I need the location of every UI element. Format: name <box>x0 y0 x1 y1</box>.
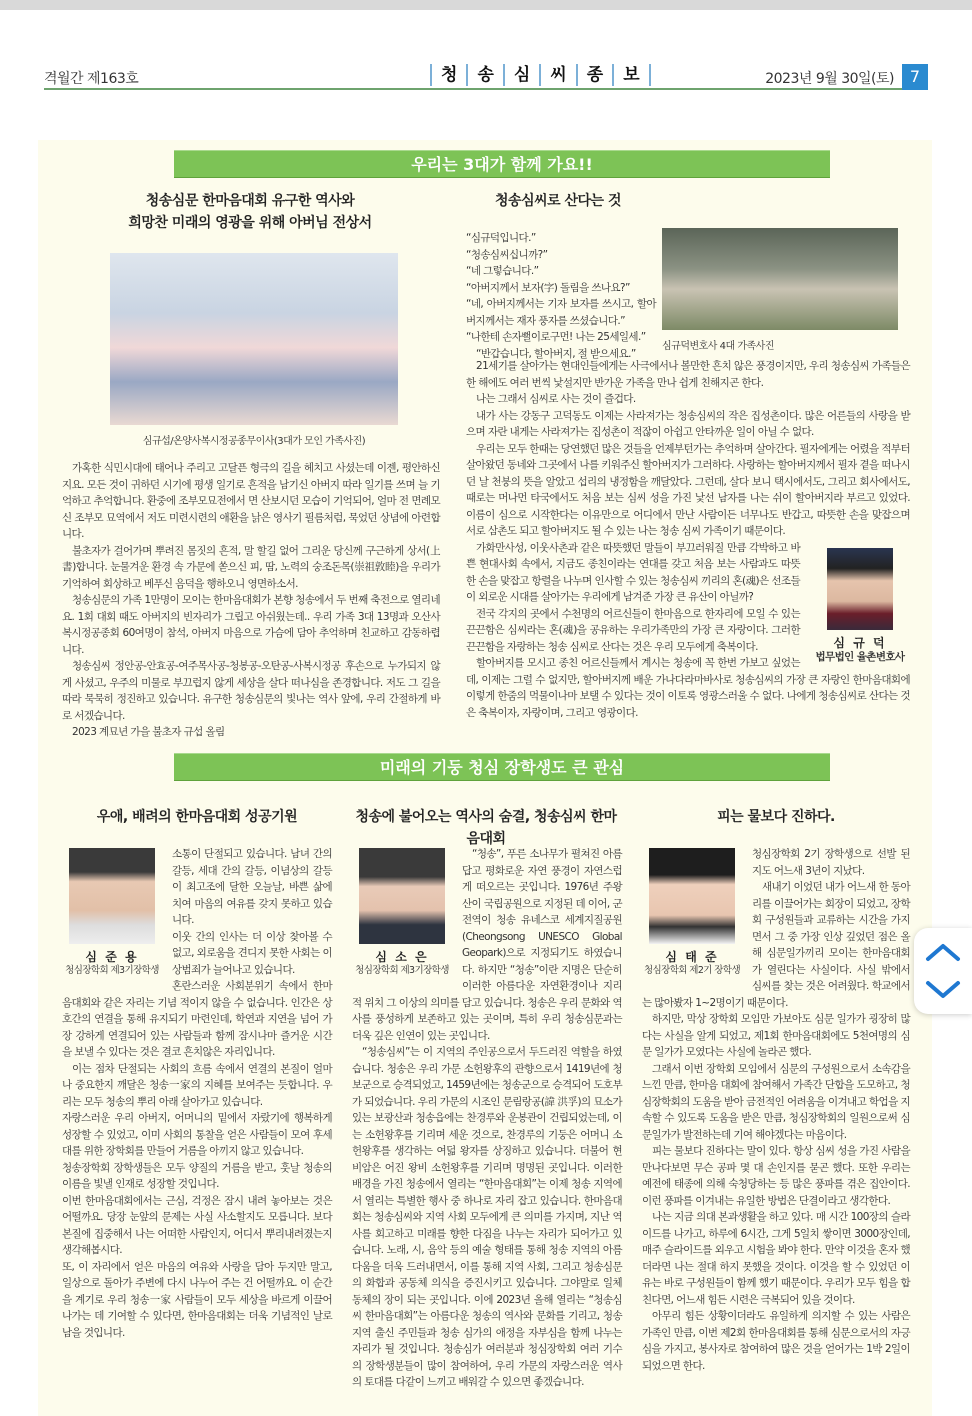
dialogue-line: “심규덕입니다.” <box>466 232 536 244</box>
column1-title: 우애, 배려의 한마음대회 성공기원 <box>96 809 298 825</box>
page-number: 7 <box>902 64 928 90</box>
dialogue-line: “청송심씨십니까?” <box>466 248 548 261</box>
page-content <box>38 140 932 1416</box>
paragraph: 새내기 이었던 내가 어느새 한 동아리를 이끌어가는 회장이 되었고, 장학회 구성원들과 교류하는 시간을 가지면서 그 중 가장 인상 깊었던 점은 올해 심문일가끼리 모이는 한마음대회가 열린다는 사실이다. 사실 밖에서 심씨를 찾는 것은 어려웠다. 학교에서는 많아봤자 1~2명이기 때문이다. <box>642 881 910 1009</box>
paragraph: 그래서 이번 장학회 모임에서 심문의 구성원으로서 소속감을 느낀 만큼, 한마음 대회에 참여해서 가족간 단합을 도모하고, 청심장학회의 도움을 받아 금전적인 어려움을 이겨내고 학업을 지속할 수 있도록 도움을 받은 만큼, 청심장학회의 일원으로써 심문일가가 발전하는데 기여 해야겠다는 마음이다. <box>642 1062 910 1141</box>
masthead <box>430 64 651 86</box>
article1-title <box>98 190 402 234</box>
chevron-down-icon[interactable] <box>925 980 961 1006</box>
family-photo <box>110 253 398 425</box>
column1-body <box>62 846 332 1341</box>
dialogue-line: “나한테 손자뻘이로구먼! 나는 25세일세.” <box>466 331 646 343</box>
student-photo <box>359 848 445 944</box>
paragraph: 우리는 모두 한때는 당연했던 많은 것들을 언제부턴가는 추억하며 살아간다. 필자에게는 어렸을 적부터 살아왔던 동네와 그곳에서 나를 키워주신 할아버지가 그러하다. 사랑하는 할아버지께서 필자 곁을 떠나시던 날 천붕의 뜻을 알았고 섭리의 냉정함을 깨달았다. 그런데, 살다 보니 택시에서도, 그리고 회사에서도, 때로는 머나먼 타국에서도 처음 보는 심씨 성을 가진 낯선 남자를 나는 쉬이 할아버지라 부르고 있었다. 이름이 심으로 시작한다는 이유만으로 어디에서 만난 사람이든 너무나도 반갑고, 따뜻한 손을 맞잡으며 서로 삼촌도 되고 할아버지도 될 수 있는 나는 청송 심씨 가족이기 때문이다. <box>466 442 910 537</box>
title-line: 청송심문 한마음대회 유구한 역사와 <box>145 193 355 209</box>
student-name: 심 준 용 <box>85 950 139 964</box>
paragraph: 또, 이 자리에서 얻은 마음의 여유와 사랑을 담아 두지만 말고, 일상으로 돌아가 주변에 다시 나누어 주는 건 어떨까요. 이 순간을 계기로 우리 청송一家 사람들이 모두 세상을 바르게 이끌어 나가는 데 기여할 수 있다면, 한마음대회는 더욱 기념적인 날로 남을 것입니다. <box>62 1260 332 1339</box>
article2-title: 청송심씨로 산다는 것 <box>495 193 621 209</box>
student-name: 심 태 준 <box>665 950 719 964</box>
dialogue <box>466 230 656 362</box>
masthead-char: 청 <box>430 64 466 86</box>
student-title: 청심장학회 제3기장학생 <box>65 965 159 976</box>
column3-title: 피는 물보다 진하다. <box>717 809 835 825</box>
paragraph: 이번 한마음대회에서는 근심, 걱정은 잠시 내려 놓아보는 것은 어떨까요. 당장 눈앞의 문제는 사실 사소할지도 모릅니다. 보다 본질에 집중해서 나는 어떠한 사람인지, 어디서 뿌리내려졌는지 생각해봅시다. <box>62 1194 332 1256</box>
paragraph: 소통이 단절되고 있습니다. 남녀 간의 갈등, 세대 간의 갈등, 이념상의 갈등이 최고조에 달한 오늘날, 바쁜 삶에 치여 마음의 여유를 갖지 못하고 있습니다. <box>172 848 332 926</box>
paragraph: 나는 지금 의대 본과생활을 하고 있다. 매 시간 100장의 슬라이드를 나가고, 하루에 6시간, 그게 5일치 쌓이면 3000장인데, 매주 슬라이드를 외우고 시험을 봐야 한다. 만약 이것을 혼자 했더라면 나는 절대 하지 못했을 것이다. 이것을 할 수 있었던 이유는 바로 구성원들이 함께 했기 때문이다. 우리가 모두 힘을 합친다면, 어느새 힘든 시련은 극복되어 있을 것이다. <box>642 1211 910 1306</box>
dialogue-line: “반갑습니다, 할아버지, 절 받으세요.” <box>476 347 636 360</box>
paragraph: 이는 점차 단절되는 사회의 흐름 속에서 연결의 본질이 얼마나 중요한지 깨달은 청송一家의 지혜를 보여주는 듯합니다. 우리는 모두 청송의 뿌리 아래 살아가고 있습니다. <box>62 1062 332 1108</box>
paragraph: 하지만, 막상 장학회 모임만 가보아도 심문 일가가 굉장히 많다는 사실을 알게 되었고, 제1회 한마음대회에도 5천여명의 심문 일가가 모였다는 사실에 놀라곤 했다. <box>642 1013 910 1058</box>
student-profile <box>642 848 742 978</box>
paragraph: 내가 사는 강동구 고덕동도 이제는 사라져가는 청송심씨의 작은 집성촌이다. 많은 어른들의 사랑을 받으며 자란 내게는 사라져가는 집성촌이 적잖이 아쉽고 안타까운 일이 아닐 수 없다. <box>466 409 910 438</box>
dialogue-line: “아버지께서 보자(字) 돌림을 쓰나요?” <box>466 281 630 294</box>
student-photo <box>649 848 735 944</box>
section-banner: 미래의 기둥 청심 장학생도 큰 관심 <box>174 753 830 781</box>
top-bar <box>0 0 972 10</box>
author-profile <box>810 548 910 664</box>
paragraph: 청송심씨 정안공-안효공-여주목사공-청봉공-오탄공-사복시정공 후손으로 누가되지 않게 사셨고, 우주의 미물로 부끄럽지 않게 세상을 살다 떠나심을 존경합니다. 저도 그 길을 따라 묵묵히 정진하고 있습니다. 유구한 청송심문의 빛나는 역사 앞에, 우리 간절하게 바로 서겠습니다. <box>62 660 440 722</box>
paragraph: 아무리 힘든 상황이더라도 유일하게 의지할 수 있는 사람은 가족인 만큼, 이번 제2회 한마음대회를 통해 심문으로서의 자긍심을 가지고, 봉사자로 참여하여 많은 것을 얻어가는 1박 2일이 되었으면 한다. <box>642 1310 910 1372</box>
paragraph: 불초자가 걸어가며 뿌려진 몸짓의 흔적, 말 할길 없어 그리운 당신께 구근하게 상서(上書)합니다. 눈물겨운 환경 속 가문에 쏟으신 피, 땀, 노력의 숭조돈목(崇祖敦睦)을 우리가 기억하여 회상하고 베푸신 음덕을 행하오니 영면하소서. <box>62 544 440 590</box>
paragraph: 가화만사성, 이웃사촌과 같은 따뜻했던 말들이 부끄러워질 만큼 각박하고 바쁜 현대사회 속에서, 지금도 종친이라는 연대를 갖고 처음 보는 사람과도 따뜻한 손을 맞잡고 항렬을 나누며 인사할 수 있는 청송심씨 끼리의 혼(魂)은 선조들이 외로운 시대를 살아가는 우리에게 남겨준 가장 큰 유산이 아닐까? <box>466 541 800 603</box>
student-profile <box>352 848 452 978</box>
paragraph: 청송장학회 장학생들은 모두 양질의 거름을 받고, 훗날 청송의 이름을 빛낼 인재로 성장할 것입니다. <box>62 1161 332 1190</box>
author-name: 심 규 덕 <box>833 635 887 650</box>
paragraph: 피는 물보다 진하다는 말이 있다. 항상 심씨 성을 가진 사람을 만나다보면 무슨 공파 몇 대 손인지를 묻곤 했다. 또한 우리는 예전에 태종에 의해 숙청당하는 등 많은 풍파를 겪은 집안이다. 이런 풍파를 이겨내는 유일한 방법은 단결이라고 생각한다. <box>642 1145 910 1207</box>
masthead-char: 송 <box>466 64 502 86</box>
photo-caption: 심규섭/온양사복시정공종무이사(3대가 모인 가족사진) <box>142 436 366 447</box>
masthead-char: 보 <box>612 64 650 86</box>
chevron-up-icon[interactable] <box>925 942 961 968</box>
paragraph: 할아버지를 모시고 종친 어르신들께서 계시는 청송에 꼭 한번 가보고 싶었는데, 이제는 그럴 수 없지만, 할아버지께 배운 가나다라마바사로 청송심씨의 가장 큰 자랑인 한마음대회에 이렇게 한줌의 먹물이나마 보탤 수 있다는 것이 이토록 영광스러울 수 없다. 나에게 청송심씨로 산다는 것은 축복이자, 자랑이며, 그리고 영광이다. <box>466 657 910 719</box>
student-name: 심 소 은 <box>375 950 429 964</box>
paragraph: 2023 계묘년 가을 불초자 규섭 올림 <box>72 726 225 738</box>
paragraph: 나는 그래서 심씨로 사는 것이 즐겁다. <box>476 393 636 405</box>
dialogue-line: “네 그렇습니다.” <box>466 265 539 277</box>
masthead-char: 심 <box>503 64 539 86</box>
issue-date: 2023년 9월 30일(토) <box>765 71 894 87</box>
student-profile <box>62 848 162 978</box>
paragraph: 가혹한 식민시대에 태어나 주리고 고달픈 형극의 길을 헤치고 사셨는데 이젠, 평안하신지요. 모든 것이 귀하던 시기에 평생 일기로 흔적을 남기신 아버지 따라 일기를 쓰며 늘 기억하고 추억합니다. 환중에 조부모묘전에서 면 산보시던 모습이 기억되어, 얼마 전 면례모신 조부모 묘역에서 저도 미련시련의 애환을 낡은 영사기 필름처럼, 묵었던 상념에 아련합니다. <box>62 462 440 540</box>
paragraph: 청송심문의 가족 1만명이 모이는 한마음대회가 본향 청송에서 두 번째 축전으로 열리네요. 1회 대회 때도 아버지의 빈자리가 그립고 아쉬웠는데.. 우리 가족 3대 13명과 오산사복시정공종회 60여명이 참석, 아버지 마음으로 가슴에 담아 추억하며 친교하고 감동하렵니다. <box>62 594 440 656</box>
author-title: 법무법인 율촌변호사 <box>815 650 905 663</box>
paragraph: 이웃 간의 인사는 더 이상 찾아볼 수 없고, 외로움을 견디지 못한 사회는 이상범죄가 늘어나고 있습니다. <box>172 930 332 976</box>
paragraph: 혼란스러운 사회분위기 속에서 한마음대회와 같은 자리는 기념 적이지 않을 수 없습니다. 인간은 상호간의 연결을 통해 유지되기 마련인데, 학연과 지연을 넘어 가장 강하게 연결되어 있는 사람들과 함께 잠시나마 즐거운 시간을 보낼 수 있다는 것은 결코 흔치않은 자리입니다. <box>62 980 332 1058</box>
paragraph: “청송”, 푸른 소나무가 펼쳐진 아름답고 평화로운 자연 풍경이 자연스럽게 떠오르는 곳입니다. 1976년 주왕산이 국립공원으로 지정된 데 이어, 군 전역이 청송 유네스코 세계지질공원(Cheongsong UNESCO Global Geopark)으로 지정되기도 하였습니다. 하지만 “청송”이란 지명은 단순히 이러한 아름다운 자연환경이나 지리적 위치 그 이상의 의미를 담고 있습니다. 청송은 우리 문화와 역사를 풍성하게 보존하고 있는 곳이며, 특히 우리 청송심문과는 더욱 깊은 인연이 있는 곳입니다. <box>352 848 622 1042</box>
paragraph: 청심장학회 2기 장학생으로 선발 된지도 어느새 3년이 지났다. <box>752 848 910 877</box>
title-line: 희망찬 미래의 영광을 위해 아버님 전상서 <box>128 215 372 231</box>
issue-number: 격월간 제163호 <box>44 71 139 87</box>
photo-caption: 심규덕변호사 4대 가족사진 <box>662 341 774 352</box>
article2-body <box>466 358 910 721</box>
masthead-char: 종 <box>576 64 612 86</box>
author-photo <box>827 548 893 630</box>
page-header <box>44 66 928 90</box>
paragraph: “청송심씨”는 이 지역의 주인공으로서 두드러진 역할을 하였습니다. 청송은 우리 가문 소헌왕후의 관향으로서 1419년에 청보군으로 승격되었고, 1459년에는 청송군으로 승격되어 도호부가 되었습니다. 우리 가문의 시조인 문림랑공(諱 洪孚)의 묘소가 있는 보광산과 청송읍에는 찬경루와 운봉관이 건립되었는데, 이는 소헌왕후를 기리며 세운 것으로, 찬경루의 기둥은 어머니 소헌왕후를 생각하는 여덟 왕자를 상징하고 있습니다. 더불어 현비암은 어진 왕비 소헌왕후를 기리며 명명된 곳입니다. 이러한 배경을 가진 청송에서 열리는 “한마음대회”는 이제 청송 지역에서 열리는 특별한 행사 중 하나로 자리 잡고 있습니다. 한마음대회는 청송심씨와 지역 사회 모두에게 큰 의미를 가지며, 지난 역사를 회고하고 미래를 향한 다짐을 나누는 자리가 되어가고 있습니다. 노래, 시, 음악 등의 예술 형태를 통해 청송 지역의 아름다움을 더욱 드러내면서, 이를 통해 지역 사회, 그리고 청송심문의 화합과 공동체 의식을 증진시키고 있습니다. 그야말로 일체동체의 장이 되는 곳입니다. 이에 2023년 올해 열리는 “청송심씨 한마음대회”는 아름다운 청송의 역사와 문화를 기리고, 청송 지역 출신 주민들과 청송 심가의 애정을 자부심을 함께 나누는 자리가 될 것입니다. 청송심가 여러분과 청심장학회 여러 기수의 장학생분들이 많이 참여하여, 우리 가문의 자랑스러운 역사의 토대를 다같이 느끼고 배워갈 수 있으면 좋겠습니다. <box>352 1046 622 1388</box>
four-generation-photo <box>662 228 898 330</box>
paragraph: 자랑스러운 우리 아버지, 어머니의 밑에서 자랐기에 행복하게 성장할 수 있었고, 이미 사회의 통찰을 얻은 사람들이 모여 후세대를 위한 장학회를 만들어 거름을 아끼지 않고 있습니다. <box>62 1112 332 1157</box>
paragraph: 21세기를 살아가는 현대인들에게는 사극에서나 볼만한 흔치 않은 풍경이지만, 우리 청송심씨 가족들은 한 해에도 여러 번씩 낯설지만 반가운 가족을 만나 쉽게 친해지곤 한다. <box>466 360 910 389</box>
column2-body <box>352 846 622 1391</box>
article1-body <box>62 460 440 741</box>
student-photo <box>69 848 155 944</box>
dialogue-line: “네, 아버지께서는 기자 보자를 쓰시고, 할아버지께서는 재자 풍자를 쓰셨습니다.” <box>466 298 656 327</box>
student-title: 청심장학회 제3기장학생 <box>355 965 449 976</box>
page-nav-overlay <box>914 928 972 1014</box>
masthead-char: 씨 <box>539 64 575 86</box>
column2-title: 청송에 불어오는 역사의 숨결, 청송심씨 한마음대회 <box>355 809 617 847</box>
section-banner: 우리는 3대가 함께 가요!! <box>174 150 830 178</box>
column3-body <box>642 846 910 1374</box>
student-title: 청심장학회 제2기 장학생 <box>643 965 741 976</box>
paragraph: 전국 각지의 곳에서 수천명의 어르신들이 한마음으로 한자리에 모일 수 있는 끈끈함은 심씨라는 혼(魂)을 공유하는 우리가족만의 가장 큰 자랑이다. 그러한 끈끈함을 자랑하는 청송 심씨로 산다는 것은 우리 모두에게 축복이다. <box>466 607 800 653</box>
